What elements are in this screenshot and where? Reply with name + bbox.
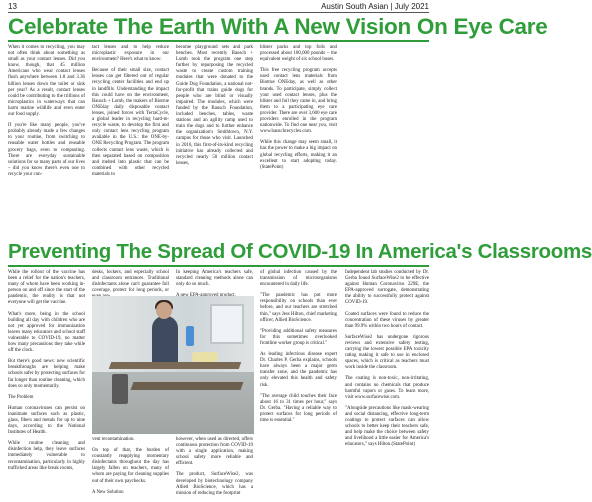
paragraph: Because of their small size, contact lenses can get filtered out of regular recycling center facilities and end up in landfills. Understanding the impact this could have on the environment, Bausch + Lomb, the makers of Biotrue ONEday daily disposable contact lenses, joined forces with TerraCycle, a global leader in recycling hard-to-recycle waste, to develop the first and only contact lens recycling program available in the U.S.: the ONE-by-ONE Recycling Program. The program collects contact lens waste, which is then separated based on composition and melted into plastic that can be combined with other recycled materials to [92, 68, 169, 177]
paragraph: What's more, being in the school building all day with children who are not yet approved for immunization leaves many educators and school staff vulnerable to COVID-19, no matter how many precautions they take while off the clock. [8, 311, 85, 354]
article2-column-1 [8, 270, 85, 477]
paragraph: In keeping America's teachers safe, standard cleaning methods alone can only do so much. [176, 270, 253, 288]
article2-column-2-continued [92, 437, 169, 501]
masthead [8, 0, 429, 13]
paragraph: While the rollout of the vaccine has been a relief for the nation's teachers, many of whom have been working in-person on and off since the start of the pandemic, the reality is that not everyone will get the vaccine. [8, 270, 85, 306]
article1-column-1 [8, 45, 85, 183]
paragraph: While this change may seem small, it has the power to make a big impact on global recycling efforts, making it an excellent to start adopting today. (StatePoint) [260, 140, 337, 170]
paragraph: of global infection caused by the transmission of microorganisms encountered in daily life. [260, 270, 337, 288]
article2-column-5 [345, 270, 429, 453]
paragraph: however, when used as directed, offers continuous protection from COVID-19 with a single application, making school safety more reliable and efficient. [176, 437, 253, 467]
paragraph: "Providing additional safety measures for this sometimes overlooked frontline worker group is critical." [260, 328, 337, 346]
classroom-photo [92, 296, 254, 434]
photo-spray-bottle [186, 326, 194, 346]
paragraph: While routine cleaning and disinfection help, they leave surfaces immediately vulnerable to recontamination, particularly in highly trafficked areas like break rooms, [8, 441, 85, 471]
paragraph: vent recontamination. [92, 437, 135, 442]
headline-eye-care: Celebrate The Earth With A New Vision On Eye Care [8, 14, 548, 39]
paragraph: If you're like many people, you've probably already made a few changes to your routine, from switching to reusable water bottles and reusable grocery bags, even to composting. There are everyday sustainable solutions for so many parts of our lives – did you know there's even one to recycle your con- [8, 123, 85, 177]
page-number: 13 [8, 1, 17, 11]
paragraph: desks, lockers, and especially school and classroom entrances. Traditional disinfectants alone can't guarantee full coverage, protect for long periods, or [92, 270, 169, 294]
article1-column-4 [260, 45, 337, 176]
paragraph: blister packs and top foils and processed about 180,000 pounds – the equivalent weight of six school buses. [260, 45, 337, 63]
paragraph: tact lenses and to help reduce microplastic exposure in our environment? Here's what to know: [92, 45, 169, 63]
publication-line: Austin South Asian | July 2021 [321, 1, 429, 11]
headline-rule [8, 265, 429, 267]
paragraph: Human coronaviruses can persist on inanimate surfaces such as plastic, glass, fibers and metals for up to nine days, according to the National Institutes of Health. [8, 405, 85, 436]
paragraph: "Alongside precautions like mask-wearing and social distancing, effective long-term coatings to protect surfaces can allow schools to better keep their teachers safe, and help make the choice between safety and livelihood a little easier for America's educators," says Hilton.(StatePoint) [345, 405, 429, 448]
photo-window [210, 304, 244, 344]
photo-cloth [192, 352, 218, 362]
paragraph: But there's good news: new scientific breakthroughs are helping make schools safer by protecting surfaces for far longer than routine cleaning, which does so only momentarily. [8, 359, 85, 389]
photo-person [152, 316, 178, 368]
photo-desk [109, 362, 242, 369]
photo-head [156, 302, 172, 319]
article1-column-3 [176, 45, 253, 172]
paragraph: Coated surfaces were found to reduce the concentration of these viruses by greater than 99.9% within two hours of contact. [345, 311, 429, 329]
headline-covid-classrooms: Preventing The Spread Of COVID-19 In America's Classrooms [8, 240, 592, 263]
paragraph: become playground sets and park benches. Most recently Bausch + Lomb took the program one step further by repurposing the recycled waste to create custom training modules that were donated to the Guide Dog Foundation, a national not-for-profit that trains guide dogs for people who are blind or visually impaired. The modules, which were funded by the Bausch Foundation, included benches, tables, waste stations and an agility ramp used to train the dogs and to further enhance the organization's Smithtown, N.Y. campus for those who visit. Launched in 2016, this first-of-its-kind recycling initiative has already collected and recycled nearly 50 million contact lenses, [176, 45, 253, 166]
paragraph: This free recycling program accepts used contact lens materials from Biotrue ONEday, as well as other brands. To participate, simply collect your used contact lenses, plus the blister and foil they came in, and bring them to a participating eye care provider. There are over 3,600 eye care providers enrolled in the program nationwide. To find one near you, visit www.bauschrecycles.com. [260, 68, 337, 135]
paragraph: "The average child touches their face about 16 to 31 times per hour," says Dr. Gerba. "Having a reliable way to protect surfaces for long periods of time is essential." [260, 393, 337, 423]
paragraph: When it comes to recycling, you may not often think about something as small as your contact lenses. Did you know, though, that 45 million Americans who wear contact lenses flush anywhere between 1.8 and 3.36 billion lenses down the toilet or sink per year? As a result, contact lenses could be contributing to the trillions of microplastics in waterways that can harm marine wildlife and even enter our food supply. [8, 45, 85, 118]
paragraph: Independent lab studies conducted by Dr. Gerba found SurfaceWise2 to be effective against Human Coronavirus 229E, the EPA-approved surrogate, demonstrating the ability to successfully protect against COVID-19. [345, 270, 429, 306]
paragraph: The coating is non-toxic, non-irritating, and contains no chemicals that produce harmful vapors or gases. To learn more, visit www.surfacewise.com. [345, 376, 429, 400]
paragraph: The product, SurfaceWise2, was developed by biotechnology company Allied BioScience, which has a mission of reducing the footprint [176, 472, 253, 496]
article2-column-3-continued [176, 437, 253, 502]
paragraph: On top of that, the burden of constantly reapplying momentary disinfectants throughout the day has largely fallen on teachers, many of whom are paying for cleaning supplies out of their own paychecks. [92, 448, 169, 484]
paragraph: "The pandemic has put more responsibility on schools than ever before, and our teachers are stretched thin," says Jess Hilton, chief marketing officer, Allied BioScience. [260, 293, 337, 323]
photo-chair [112, 374, 128, 404]
subhead: The Problem [8, 394, 34, 400]
article2-column-4 [260, 270, 337, 429]
paragraph: As leading infectious disease expert Dr. Charles P. Gerba explains, schools have always been a major germ transfer zone, and the pandemic has only elevated this health and safety risk. [260, 352, 337, 388]
headline-rule [8, 40, 429, 42]
article1-column-2 [92, 45, 169, 183]
subhead: A New Solution [92, 489, 124, 495]
paragraph: SurfaceWise2 has undergone rigorous reviews and extensive safety testing, carrying the lowest possible EPA toxicity rating making it safe to use in enclosed spaces, which is critical as teachers must work inside the classroom. [345, 334, 429, 371]
photo-desk [131, 382, 244, 390]
